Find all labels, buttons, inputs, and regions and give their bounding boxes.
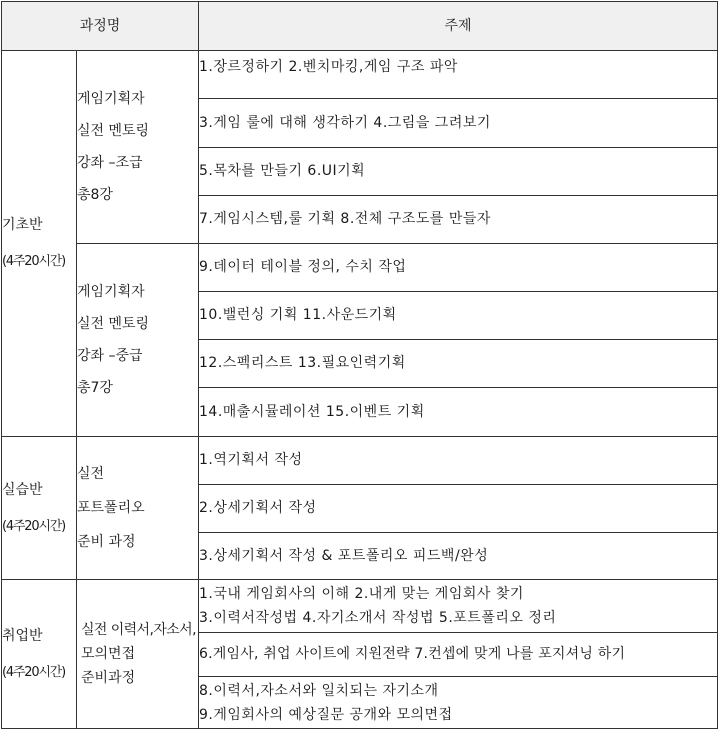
topic-cell: 1.장르정하기 2.벤치마킹,게임 구조 파악 [199,51,718,99]
course-duration: (4주20시간) [2,254,66,270]
subcourse-line: 게임기획자 [77,91,145,107]
table-row [2,437,718,485]
topic-cell [199,677,718,729]
topic-line: 3.이력서작성법 4.자기소개서 작성법 5.포트폴리오 정리 [199,610,557,626]
topic-header: 주제 [199,2,718,51]
topic-cell: 1.역기획서 작성 [199,437,718,485]
course-basic [2,51,77,437]
subcourse-line: 포트폴리오 [77,500,145,516]
topic-cell: 9.데이터 테이블 정의, 수치 작업 [199,244,718,292]
course-duration: (4주20시간) [2,518,66,534]
subcourse-line: 강좌 –중급 [77,348,143,364]
course-name: 취업반 [2,627,43,644]
table-row [2,580,718,633]
subcourse-line: 강좌 –조급 [77,155,143,171]
topic-cell: 3.상세기획서 작성 & 포트폴리오 피드백/완성 [199,533,718,580]
topic-cell [199,580,718,633]
topic-cell: 6.게임사, 취업 사이트에 지원전략 7.컨셉에 맞게 나를 포지셔닝 하기 [199,633,718,677]
course-duration: (4주20시간) [2,664,66,680]
topic-cell: 10.밸런싱 기획 11.사운드기획 [199,292,718,340]
subcourse-line: 실전 [77,466,105,482]
subcourse-beginner [77,51,199,244]
subcourse-line: 준비 과정 [77,534,136,550]
subcourse-line: 실전 이력서,자소서, [81,622,196,638]
table-row [2,51,718,99]
course-name: 실습반 [2,481,43,498]
table-row [2,244,718,292]
header-row [2,2,718,51]
topic-cell: 14.매출시뮬레이션 15.이벤트 기획 [199,388,718,437]
topic-line: 8.이력서,자소서와 일치되는 자기소개 [199,682,439,699]
subcourse-intermediate [77,244,199,437]
subcourse-portfolio [77,437,199,580]
topic-line: 1.국내 게임회사의 이해 2.내게 맞는 게임회사 찾기 [199,586,524,602]
course-name: 기초반 [2,217,43,234]
topic-cell: 5.목차를 만들기 6.UI기획 [199,148,718,196]
topic-cell: 7.게임시스템,룰 기획 8.전체 구조도를 만들자 [199,196,718,244]
topic-cell: 3.게임 룰에 대해 생각하기 4.그림을 그려보기 [199,99,718,148]
course-practice [2,437,77,580]
topic-cell: 2.상세기획서 작성 [199,485,718,533]
subcourse-employment [77,580,199,729]
curriculum-table [1,1,718,729]
course-employment [2,580,77,729]
subcourse-line: 총8강 [77,187,113,203]
subcourse-line: 실전 멘토링 [77,123,150,139]
subcourse-line: 준비과정 [81,670,136,686]
topic-cell: 12.스펙리스트 13.필요인력기획 [199,340,718,388]
subcourse-line: 실전 멘토링 [77,316,150,332]
subcourse-line: 게임기획자 [77,284,145,300]
subcourse-line: 총7강 [77,380,113,396]
course-header: 과정명 [2,2,199,51]
subcourse-line: 모의면접 [81,646,136,662]
topic-line: 9.게임회사의 예상질문 공개와 모의면접 [199,706,453,723]
